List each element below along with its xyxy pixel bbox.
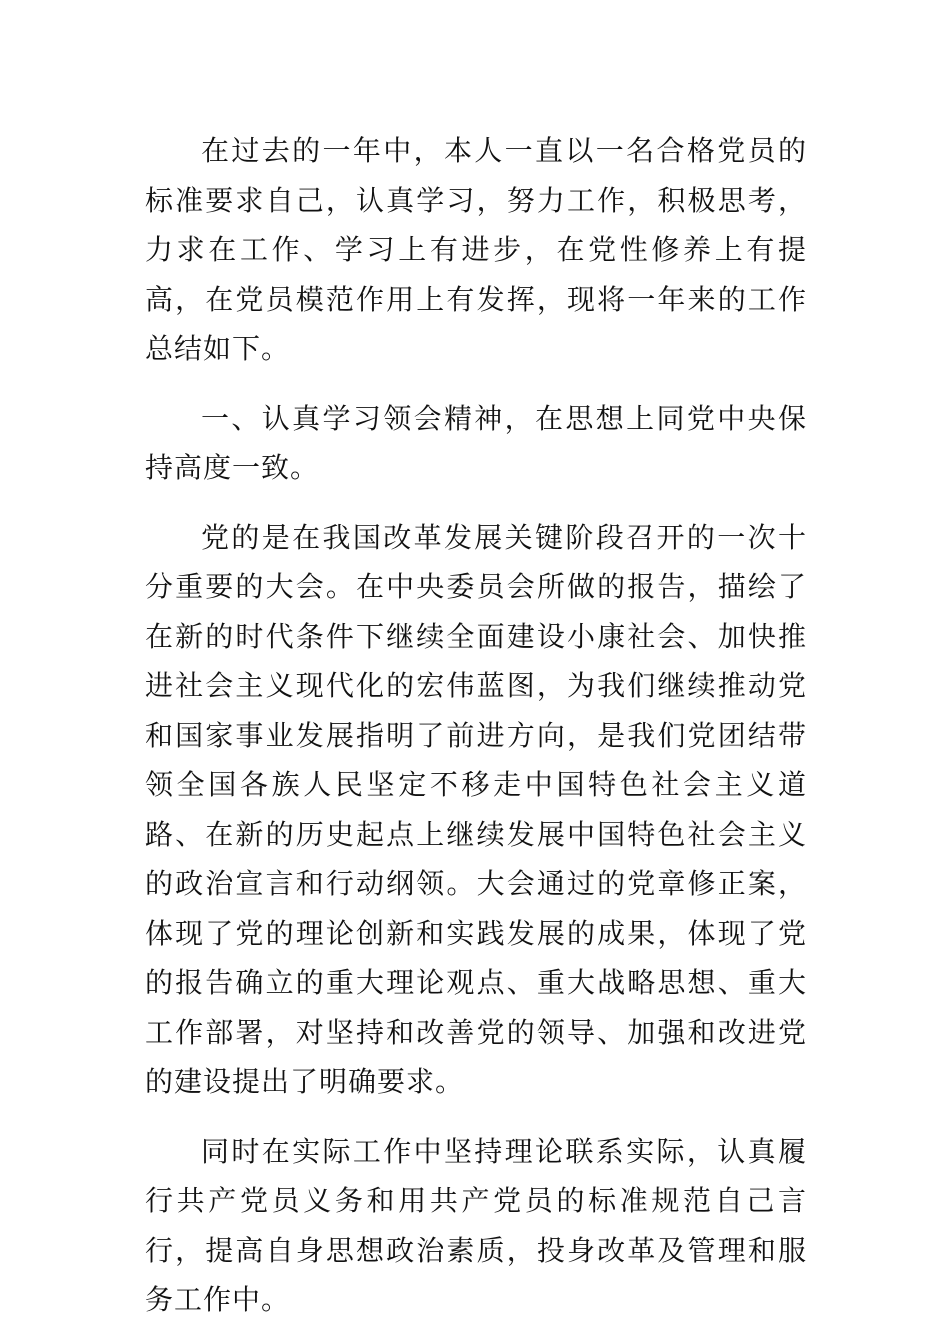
paragraph-intro: 在过去的一年中，本人一直以一名合格党员的标准要求自己，认真学习，努力工作，积极思考，力求在工作、学习上有进步，在党性修养上有提高，在党员模范作用上有发挥，现将一年来的工作总结如下。 [145, 134, 807, 365]
paragraph-practice: 同时在实际工作中坚持理论联系实际，认真履行共产党员义务和用共产党员的标准规范自己言行，提高自身思想政治素质，投身改革及管理和服务工作中。 [145, 1134, 807, 1316]
document-body [145, 126, 807, 1325]
section-heading-1: 一、认真学习领会精神，在思想上同党中央保持高度一致。 [145, 401, 807, 484]
paragraph-congress: 党的是在我国改革发展关键阶段召开的一次十分重要的大会。在中央委员会所做的报告，描绘了在新的时代条件下继续全面建设小康社会、加快推进社会主义现代化的宏伟蓝图，为我们继续推动党和国家事业发展指明了前进方向，是我们党团结带领全国各族人民坚定不移走中国特色社会主义道路、在新的历史起点上继续发展中国特色社会主义的政治宣言和行动纲领。大会通过的党章修正案，体现了党的理论创新和实践发展的成果，体现了党的报告确立的重大理论观点、重大战略思想、重大工作部署，对坚持和改善党的领导、加强和改进党的建设提出了明确要求。 [145, 520, 807, 1098]
